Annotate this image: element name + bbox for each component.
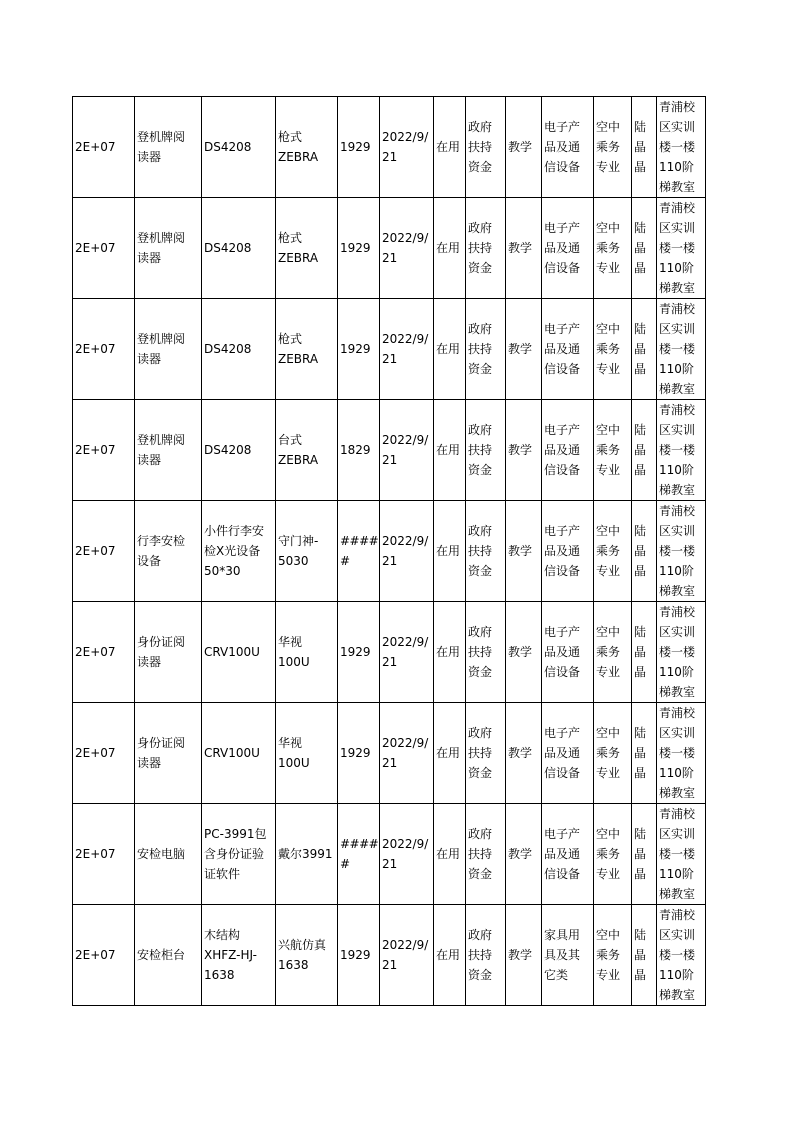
location-cell: 青浦校 区实训 楼一楼 110阶 梯教室 <box>657 400 706 501</box>
location-cell: 青浦校 区实训 楼一楼 110阶 梯教室 <box>657 905 706 1006</box>
status-cell: 在用 <box>434 501 466 602</box>
spec-cell: 华视 100U <box>276 703 338 804</box>
model-cell: DS4208 <box>202 299 276 400</box>
department-cell: 空中 乘务 专业 <box>594 299 632 400</box>
price-cell: 1929 <box>338 299 380 400</box>
spec-cell: 守门神- 5030 <box>276 501 338 602</box>
status-cell: 在用 <box>434 804 466 905</box>
asset-code-cell: 2E+07 <box>73 602 135 703</box>
spec-cell: 兴航仿真 1638 <box>276 905 338 1006</box>
category-cell: 电子产 品及通 信设备 <box>542 198 594 299</box>
department-cell: 空中 乘务 专业 <box>594 400 632 501</box>
usage-cell: 教学 <box>506 198 542 299</box>
table-row <box>73 198 706 299</box>
usage-cell: 教学 <box>506 602 542 703</box>
asset-name-cell: 登机牌阅 读器 <box>135 400 202 501</box>
category-cell: 电子产 品及通 信设备 <box>542 501 594 602</box>
price-cell: ##### <box>338 501 380 602</box>
category-cell: 电子产 品及通 信设备 <box>542 804 594 905</box>
keeper-cell: 陆 晶 晶 <box>632 97 657 198</box>
department-cell: 空中 乘务 专业 <box>594 804 632 905</box>
price-cell: 1929 <box>338 97 380 198</box>
asset-name-cell: 安检电脑 <box>135 804 202 905</box>
department-cell: 空中 乘务 专业 <box>594 198 632 299</box>
usage-cell: 教学 <box>506 501 542 602</box>
status-cell: 在用 <box>434 198 466 299</box>
category-cell: 电子产 品及通 信设备 <box>542 400 594 501</box>
purchase-date-cell: 2022/9/ 21 <box>380 905 434 1006</box>
location-cell: 青浦校 区实训 楼一楼 110阶 梯教室 <box>657 299 706 400</box>
purchase-date-cell: 2022/9/ 21 <box>380 703 434 804</box>
asset-code-cell: 2E+07 <box>73 905 135 1006</box>
price-cell: 1929 <box>338 905 380 1006</box>
location-cell: 青浦校 区实训 楼一楼 110阶 梯教室 <box>657 804 706 905</box>
keeper-cell: 陆 晶 晶 <box>632 299 657 400</box>
price-cell: 1829 <box>338 400 380 501</box>
asset-table <box>72 96 706 1006</box>
category-cell: 电子产 品及通 信设备 <box>542 602 594 703</box>
spec-cell: 枪式 ZEBRA <box>276 198 338 299</box>
funding-source-cell: 政府 扶持 资金 <box>466 804 506 905</box>
usage-cell: 教学 <box>506 703 542 804</box>
model-cell: CRV100U <box>202 703 276 804</box>
location-cell: 青浦校 区实训 楼一楼 110阶 梯教室 <box>657 198 706 299</box>
status-cell: 在用 <box>434 97 466 198</box>
funding-source-cell: 政府 扶持 资金 <box>466 602 506 703</box>
keeper-cell: 陆 晶 晶 <box>632 703 657 804</box>
spec-cell: 戴尔3991 <box>276 804 338 905</box>
usage-cell: 教学 <box>506 97 542 198</box>
price-cell: 1929 <box>338 602 380 703</box>
keeper-cell: 陆 晶 晶 <box>632 804 657 905</box>
purchase-date-cell: 2022/9/ 21 <box>380 97 434 198</box>
asset-code-cell: 2E+07 <box>73 400 135 501</box>
status-cell: 在用 <box>434 400 466 501</box>
table-row <box>73 97 706 198</box>
usage-cell: 教学 <box>506 299 542 400</box>
purchase-date-cell: 2022/9/ 21 <box>380 602 434 703</box>
status-cell: 在用 <box>434 602 466 703</box>
asset-name-cell: 身份证阅 读器 <box>135 602 202 703</box>
funding-source-cell: 政府 扶持 资金 <box>466 905 506 1006</box>
asset-table-body <box>73 97 706 1006</box>
spec-cell: 枪式 ZEBRA <box>276 299 338 400</box>
keeper-cell: 陆 晶 晶 <box>632 501 657 602</box>
model-cell: PC-3991包 含身份证验 证软件 <box>202 804 276 905</box>
department-cell: 空中 乘务 专业 <box>594 97 632 198</box>
spec-cell: 台式 ZEBRA <box>276 400 338 501</box>
keeper-cell: 陆 晶 晶 <box>632 905 657 1006</box>
department-cell: 空中 乘务 专业 <box>594 602 632 703</box>
price-cell: ##### <box>338 804 380 905</box>
model-cell: DS4208 <box>202 97 276 198</box>
asset-code-cell: 2E+07 <box>73 97 135 198</box>
price-cell: 1929 <box>338 703 380 804</box>
location-cell: 青浦校 区实训 楼一楼 110阶 梯教室 <box>657 97 706 198</box>
spec-cell: 华视 100U <box>276 602 338 703</box>
keeper-cell: 陆 晶 晶 <box>632 602 657 703</box>
category-cell: 电子产 品及通 信设备 <box>542 97 594 198</box>
spec-cell: 枪式 ZEBRA <box>276 97 338 198</box>
status-cell: 在用 <box>434 905 466 1006</box>
purchase-date-cell: 2022/9/ 21 <box>380 299 434 400</box>
table-row <box>73 804 706 905</box>
model-cell: DS4208 <box>202 400 276 501</box>
table-row <box>73 602 706 703</box>
model-cell: 木结构 XHFZ-HJ- 1638 <box>202 905 276 1006</box>
usage-cell: 教学 <box>506 804 542 905</box>
department-cell: 空中 乘务 专业 <box>594 703 632 804</box>
keeper-cell: 陆 晶 晶 <box>632 198 657 299</box>
table-row <box>73 299 706 400</box>
funding-source-cell: 政府 扶持 资金 <box>466 299 506 400</box>
asset-name-cell: 登机牌阅 读器 <box>135 198 202 299</box>
table-row <box>73 703 706 804</box>
location-cell: 青浦校 区实训 楼一楼 110阶 梯教室 <box>657 602 706 703</box>
status-cell: 在用 <box>434 703 466 804</box>
funding-source-cell: 政府 扶持 资金 <box>466 198 506 299</box>
location-cell: 青浦校 区实训 楼一楼 110阶 梯教室 <box>657 501 706 602</box>
category-cell: 家具用 具及其 它类 <box>542 905 594 1006</box>
purchase-date-cell: 2022/9/ 21 <box>380 804 434 905</box>
table-row <box>73 400 706 501</box>
funding-source-cell: 政府 扶持 资金 <box>466 501 506 602</box>
model-cell: CRV100U <box>202 602 276 703</box>
asset-name-cell: 登机牌阅 读器 <box>135 299 202 400</box>
funding-source-cell: 政府 扶持 资金 <box>466 97 506 198</box>
purchase-date-cell: 2022/9/ 21 <box>380 198 434 299</box>
usage-cell: 教学 <box>506 400 542 501</box>
category-cell: 电子产 品及通 信设备 <box>542 703 594 804</box>
asset-name-cell: 身份证阅 读器 <box>135 703 202 804</box>
department-cell: 空中 乘务 专业 <box>594 501 632 602</box>
location-cell: 青浦校 区实训 楼一楼 110阶 梯教室 <box>657 703 706 804</box>
asset-code-cell: 2E+07 <box>73 299 135 400</box>
usage-cell: 教学 <box>506 905 542 1006</box>
model-cell: 小件行李安 检X光设备 50*30 <box>202 501 276 602</box>
purchase-date-cell: 2022/9/ 21 <box>380 400 434 501</box>
asset-name-cell: 登机牌阅 读器 <box>135 97 202 198</box>
asset-name-cell: 行李安检 设备 <box>135 501 202 602</box>
purchase-date-cell: 2022/9/ 21 <box>380 501 434 602</box>
table-row <box>73 501 706 602</box>
status-cell: 在用 <box>434 299 466 400</box>
asset-name-cell: 安检柜台 <box>135 905 202 1006</box>
department-cell: 空中 乘务 专业 <box>594 905 632 1006</box>
price-cell: 1929 <box>338 198 380 299</box>
category-cell: 电子产 品及通 信设备 <box>542 299 594 400</box>
asset-code-cell: 2E+07 <box>73 501 135 602</box>
asset-code-cell: 2E+07 <box>73 198 135 299</box>
table-row <box>73 905 706 1006</box>
asset-code-cell: 2E+07 <box>73 804 135 905</box>
funding-source-cell: 政府 扶持 资金 <box>466 703 506 804</box>
funding-source-cell: 政府 扶持 资金 <box>466 400 506 501</box>
asset-code-cell: 2E+07 <box>73 703 135 804</box>
keeper-cell: 陆 晶 晶 <box>632 400 657 501</box>
model-cell: DS4208 <box>202 198 276 299</box>
